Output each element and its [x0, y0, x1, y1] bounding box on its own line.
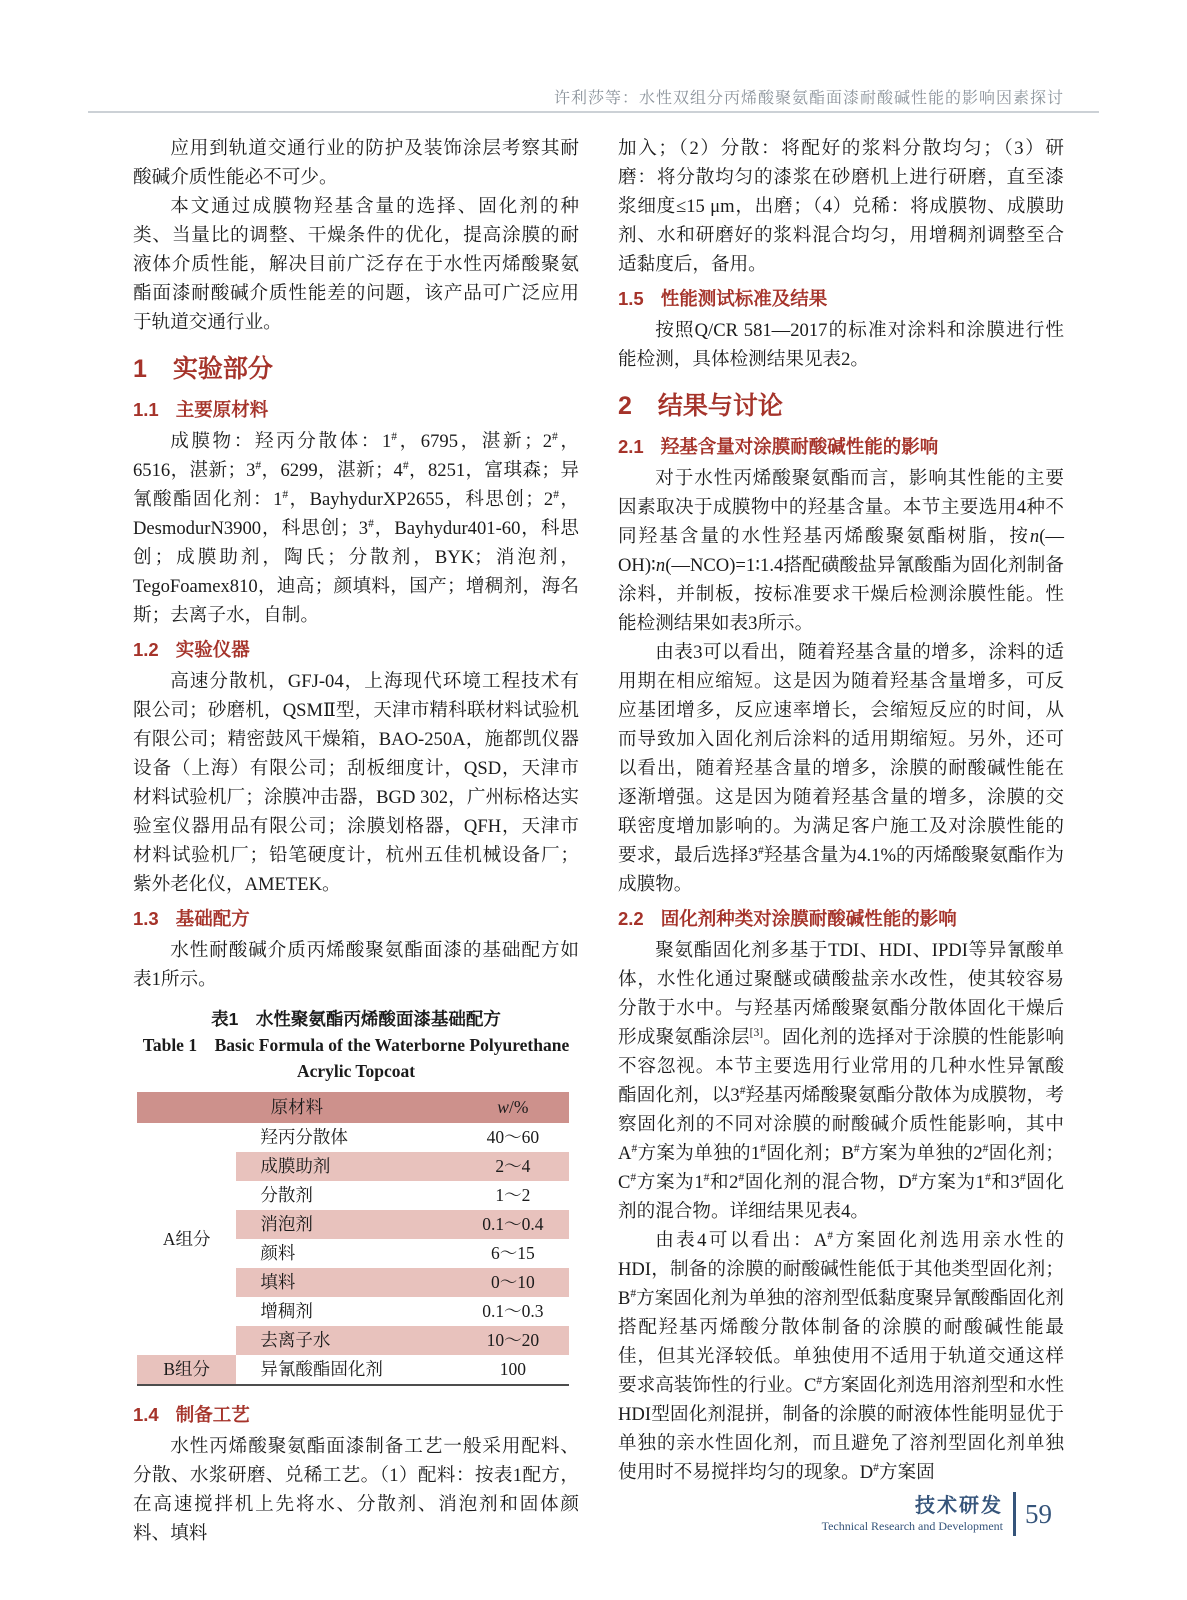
paragraph-curing-agent-2: 由表4可以看出：A#方案固化剂选用亲水性的HDI，制备的涂膜的耐酸碱性能低于其他类型固化剂；B#方案固化剂为单独的溶剂型低黏度聚异氰酸酯固化剂搭配羟基丙烯酸分散体制备的涂膜的耐酸碱性能最佳，但其光泽较低。单独使用不适用于轨道交通这样要求高装饰性的行业。C#方案固化剂选用溶剂型和水性HDI型固化剂混拼，制备的涂膜的耐液体性能明显优于单独的亲水性固化剂，而且避免了溶剂型固化剂单独使用时不易搅拌均匀的现象。D#方案固 — [618, 1229, 1064, 1483]
footer-section-cn: 技术研发 — [915, 1494, 1003, 1517]
section-number: 1 — [133, 355, 147, 383]
paragraph-curing-agent-1: 聚氨酯固化剂多基于TDI、HDI、IPDI等异氰酸单体，水性化通过聚醚或磺酸盐亲水改性，使其较容易分散于水中。与羟基丙烯酸聚氨酯分散体固化干燥后形成聚氨酯涂层[3]。固化剂的选择对于涂膜的性能影响不容忽视。本节主要选用行业常用的几种水性异氰酸酯固化剂，以3#羟基丙烯酸聚氨酯分散体为成膜物，考察固化剂的不同对涂膜的耐酸碱介质性能影响，其中A#方案为单独的1#固化剂；B#方案为单独的2#固化剂；C#方案为1#和2#固化剂的混合物，D#方案为1#和3#固化剂的混合物。详细结果见表4。 — [618, 940, 1064, 1222]
subsection-heading-1-5 — [618, 284, 1064, 313]
table-cell-value: 10～20 — [457, 1326, 569, 1355]
subsection-title: 实验仪器 — [175, 639, 250, 660]
table-cell-material: 增稠剂 — [260, 1301, 313, 1321]
subsection-heading-1-2 — [133, 635, 579, 664]
content-columns — [133, 134, 1064, 1548]
table-cell-material: 异氰酸酯固化剂 — [260, 1359, 383, 1379]
subsection-title: 基础配方 — [175, 908, 250, 929]
running-head: 许利莎等：水性双组分丙烯酸聚氨酯面漆耐酸碱性能的影响因素探讨 — [553, 90, 1064, 107]
table-header-value: w/% — [457, 1092, 569, 1123]
table-header-row — [137, 1092, 569, 1123]
subsection-heading-2-1 — [618, 432, 1064, 461]
table-cell-material: 成膜助剂 — [236, 1152, 456, 1181]
table-caption-en-line1: Table 1 Basic Formula of the Waterborne Polyurethane — [142, 1035, 570, 1055]
subsection-number: 2.1 — [618, 436, 644, 457]
subsection-title: 性能测试标准及结果 — [660, 288, 828, 309]
paragraph-process-continued: 加入；（2）分散：将配好的浆料分散均匀；（3）研磨：将分散均匀的漆浆在砂磨机上进行研磨，直至漆浆细度≤15 μm，出磨；（4）兑稀：将成膜物、成膜助剂、水和研磨好的浆料混合均匀，用增稠剂调整至合适黏度后，备用。 — [618, 138, 1064, 275]
table-cell-value: 0.1～0.3 — [482, 1301, 544, 1321]
table-cell-value: 2～4 — [457, 1152, 569, 1181]
section-title: 实验部分 — [172, 355, 273, 383]
subsection-heading-1-3 — [133, 904, 579, 933]
table-caption-cn: 表1 水性聚氨酯丙烯酸面漆基础配方 — [211, 1009, 501, 1029]
section-heading-2 — [618, 389, 1064, 423]
table-cell-material: 消泡剂 — [236, 1210, 456, 1239]
paragraph-instruments: 高速分散机，GFJ-04，上海现代环境工程技术有限公司；砂磨机，QSMⅡ型，天津市精科联材料试验机有限公司；精密鼓风干燥箱，BAO-250A，施都凯仪器设备（上海）有限公司；刮板细度计，QSD，天津市材料试验机厂；涂膜冲击器，BGD 302，广州标格达实验室仪器用品有限公司；涂膜划格器，QFH，天津市材料试验机厂；铅笔硬度计，杭州五佳机械设备厂；紫外老化仪，AMETEK。 — [133, 671, 579, 895]
paragraph-base-formula: 水性耐酸碱介质丙烯酸聚氨酯面漆的基础配方如表1所示。 — [133, 940, 579, 990]
footer-section — [822, 1495, 1003, 1534]
table-cell-value: 0～10 — [457, 1268, 569, 1297]
paragraph-hydroxyl-1: 对于水性丙烯酸聚氨酯而言，影响其性能的主要因素取决于成膜物中的羟基含量。本节主要选用4种不同羟基含量的水性羟基丙烯酸聚氨酯树脂，按n(—OH)∶n(—NCO)=1∶1.4搭配磺酸盐异氰酸酯为固化剂制备涂料，并制板，按标准要求干燥后检测涂膜性能。性能检测结果如表3所示。 — [618, 468, 1064, 634]
section-title: 结果与讨论 — [657, 392, 783, 420]
table-cell-material: 羟丙分散体 — [260, 1127, 348, 1147]
section-number: 2 — [618, 392, 632, 420]
table-caption-en — [133, 1032, 579, 1084]
table-row — [137, 1123, 569, 1152]
paragraph-hydroxyl-2: 由表3可以看出，随着羟基含量的增多，涂料的适用期在相应缩短。这是因为随着羟基含量增多，可反应基团增多，反应速率增长，会缩短反应的时间，从而导致加入固化剂后涂料的适用期缩短。另外，还可以看出，随着羟基含量的增多，涂膜的耐酸碱性能在逐渐增强。这是因为随着羟基含量的增多，涂膜的交联密度增加影响的。为满足客户施工及对涂膜性能的要求，最后选择3#羟基含量为4.1%的丙烯酸聚氨酯作为成膜物。 — [618, 642, 1064, 895]
paragraph-materials: 成膜物：羟丙分散体：1#，6795，湛新；2#，6516，湛新；3#，6299，湛新；4#，8251，富琪森；异氰酸酯固化剂：1#，BayhydurXP2655，科思创；2#，DesmodurN3900，科思创；3#，Bayhydur401-60，科思创；成膜助剂，陶氏；分散剂，BYK；消泡剂，TegoFoamex810，迪高；颜填料，国产；增稠剂，海名斯；去离子水，自制。 — [133, 430, 579, 626]
paragraph-process: 水性丙烯酸聚氨酯面漆制备工艺一般采用配料、分散、水浆研磨、兑稀工艺。（1）配料：按表1配方，在高速搅拌机上先将水、分散剂、消泡剂和固体颜料、填料 — [133, 1436, 579, 1544]
subsection-title: 固化剂种类对涂膜耐酸碱性能的影响 — [660, 908, 957, 929]
table-cell-value: 40～60 — [486, 1127, 540, 1147]
column-right — [618, 134, 1064, 1548]
subsection-number: 1.3 — [133, 908, 159, 929]
section-heading-1 — [133, 352, 579, 386]
subsection-number: 1.5 — [618, 288, 644, 309]
table-cell-value: 0.1～0.4 — [457, 1210, 569, 1239]
subsection-heading-1-4 — [133, 1400, 579, 1429]
paragraph-test-standard: 按照Q/CR 581—2017的标准对涂料和涂膜进行性能检测，具体检测结果见表2。 — [618, 320, 1064, 370]
paragraph-intro-2: 本文通过成膜物羟基含量的选择、固化剂的种类、当量比的调整、干燥条件的优化，提高涂膜的耐液体介质性能，解决目前广泛存在于水性丙烯酸聚氨酯面漆耐酸碱介质性能差的问题，该产品可广泛应用于轨道交通行业。 — [133, 196, 579, 333]
page-footer — [822, 1492, 1052, 1536]
table-caption-en-line2: Acrylic Topcoat — [296, 1061, 416, 1081]
subsection-heading-2-2 — [618, 904, 1064, 933]
table-cell-material: 分散剂 — [260, 1185, 313, 1205]
table-group-b: B组分 — [137, 1355, 236, 1385]
page-number: 59 — [1025, 1498, 1052, 1529]
subsection-title: 制备工艺 — [175, 1404, 250, 1425]
table-row — [137, 1355, 569, 1385]
subsection-number: 1.1 — [133, 399, 159, 420]
footer-section-en: Technical Research and Development — [821, 1518, 1003, 1533]
column-left — [133, 134, 579, 1548]
header-rule — [88, 111, 1099, 113]
table-cell-value: 100 — [499, 1359, 526, 1379]
footer-divider — [1013, 1492, 1016, 1536]
table-1 — [137, 1092, 569, 1386]
paragraph-intro-1: 应用到轨道交通行业的防护及装饰涂层考察其耐酸碱介质性能必不可少。 — [133, 138, 579, 188]
subsection-title: 主要原材料 — [175, 399, 269, 420]
table-cell-material: 去离子水 — [236, 1326, 456, 1355]
subsection-number: 2.2 — [618, 908, 644, 929]
subsection-title: 羟基含量对涂膜耐酸碱性能的影响 — [660, 436, 939, 457]
table-header-material: 原材料 — [137, 1092, 457, 1123]
subsection-heading-1-1 — [133, 395, 579, 424]
table-group-a: A组分 — [162, 1228, 211, 1249]
subsection-number: 1.4 — [133, 1404, 159, 1425]
table-cell-material: 颜料 — [260, 1243, 296, 1263]
table-cell-material: 填料 — [236, 1268, 456, 1297]
table-cell-value: 6～15 — [490, 1243, 535, 1263]
table-cell-value: 1～2 — [495, 1185, 531, 1205]
subsection-number: 1.2 — [133, 639, 159, 660]
